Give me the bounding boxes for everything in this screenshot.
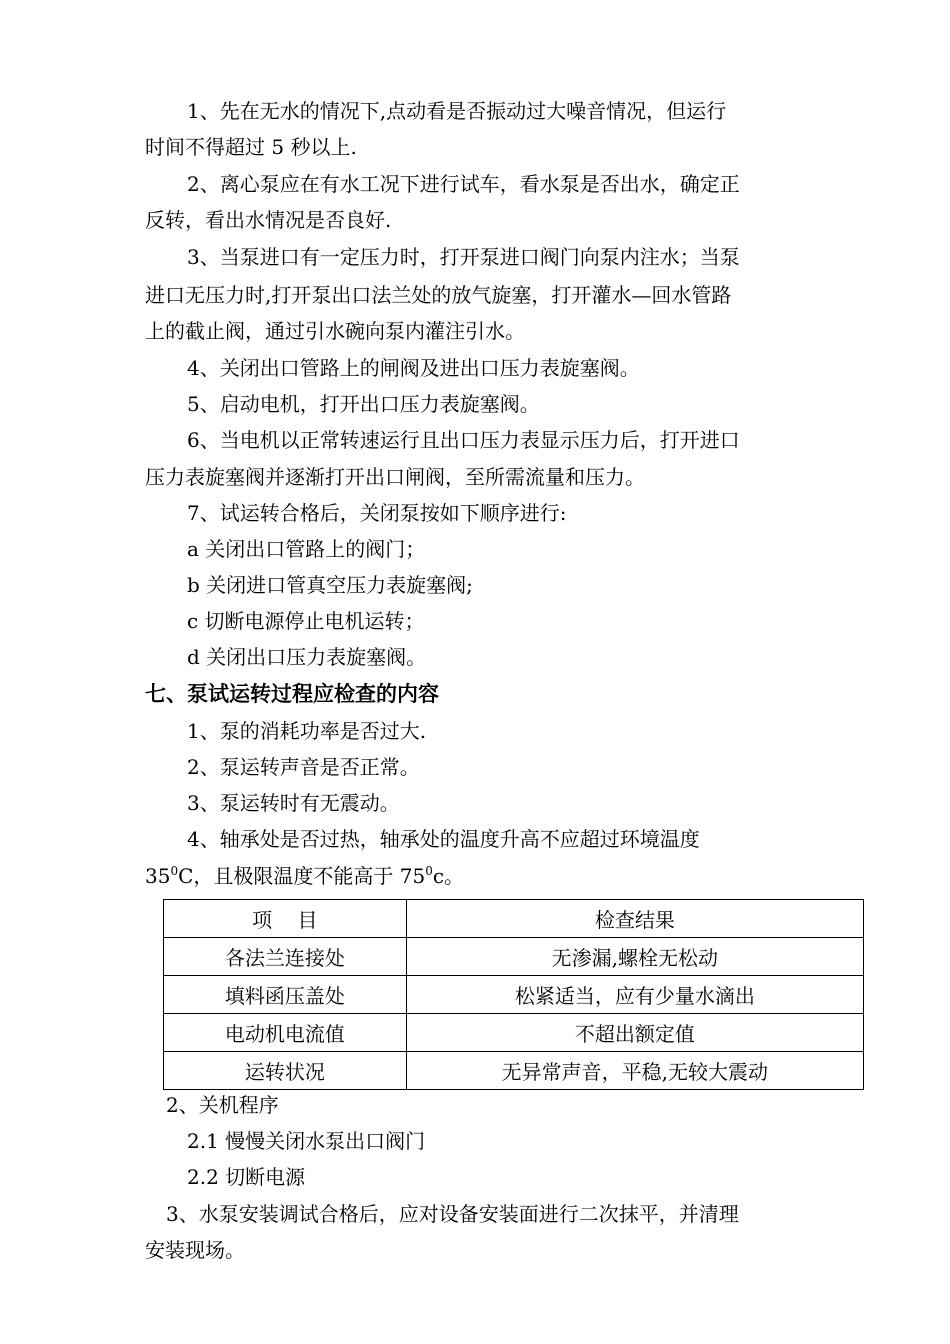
step-6-line-1: 6、当电机以正常转速运行且出口压力表显示压力后，打开进口 xyxy=(187,428,740,452)
step-7-line-1: 7、试运转合格后，关闭泵按如下顺序进行: xyxy=(187,501,567,525)
final-note-line-2: 安装现场。 xyxy=(145,1238,245,1262)
row-item: 电动机电流值 xyxy=(164,1014,407,1052)
step-3-line-1: 3、当泵进口有一定压力时，打开泵进口阀门向泵内注水；当泵 xyxy=(187,245,740,269)
final-note-line-1: 3、水泵安装调试合格后，应对设备安装面进行二次抹平，并清理 xyxy=(166,1202,739,1226)
row-item: 填料函压盖处 xyxy=(164,976,407,1014)
degree-sup-1: 0 xyxy=(170,864,179,878)
temperature-line xyxy=(145,861,464,891)
row-result: 无异常声音，平稳,无较大震动 xyxy=(406,1052,863,1090)
table-row xyxy=(164,1052,864,1090)
table-row xyxy=(164,1014,864,1052)
stop-step-c: c 切断电源停止电机运转； xyxy=(187,609,425,633)
header-result: 检查结果 xyxy=(406,900,863,938)
row-result: 无渗漏,螺栓无松动 xyxy=(406,938,863,976)
table-row xyxy=(164,938,864,976)
step-6-line-2: 压力表旋塞阀并逐渐打开出口闸阀，至所需流量和压力。 xyxy=(145,465,645,489)
header-item: 项 目 xyxy=(164,900,407,938)
step-5-line-1: 5、启动电机，打开出口压力表旋塞阀。 xyxy=(187,392,540,416)
shutdown-step-2: 2.2 切断电源 xyxy=(187,1165,306,1189)
temp-value-1: 35 xyxy=(145,864,171,888)
step-1-line-2: 时间不得超过 5 秒以上. xyxy=(145,135,357,159)
check-item-4: 4、轴承处是否过热，轴承处的温度升高不应超过环境温度 xyxy=(187,827,700,851)
step-3-line-2: 进口无压力时,打开泵出口法兰处的放气旋塞，打开灌水—回水管路 xyxy=(145,283,732,307)
stop-step-b: b 关闭进口管真空压力表旋塞阀; xyxy=(187,573,473,597)
row-item: 各法兰连接处 xyxy=(164,938,407,976)
step-2-line-2: 反转，看出水情况是否良好. xyxy=(145,208,392,232)
check-item-2: 2、泵运转声音是否正常。 xyxy=(187,755,420,779)
shutdown-title: 2、关机程序 xyxy=(166,1093,279,1117)
step-3-line-3: 上的截止阀，通过引水碗向泵内灌注引水。 xyxy=(145,319,525,343)
step-1-line-1: 1、先在无水的情况下,点动看是否振动过大噪音情况，但运行 xyxy=(187,99,727,123)
stop-step-d: d 关闭出口压力表旋塞阀。 xyxy=(187,645,427,669)
row-result: 松紧适当，应有少量水滴出 xyxy=(406,976,863,1014)
stop-step-a: a 关闭出口管路上的阀门； xyxy=(187,537,426,561)
inspection-table xyxy=(163,899,864,1090)
table-header-row xyxy=(164,900,864,938)
temp-unit-2: c。 xyxy=(432,864,465,888)
shutdown-step-1: 2.1 慢慢关闭水泵出口阀门 xyxy=(187,1129,426,1153)
check-item-3: 3、泵运转时有无震动。 xyxy=(187,791,400,815)
step-2-line-1: 2、离心泵应在有水工况下进行试车，看水泵是否出水，确定正 xyxy=(187,172,740,196)
row-item: 运转状况 xyxy=(164,1052,407,1090)
check-item-1: 1、泵的消耗功率是否过大. xyxy=(187,719,427,743)
table-row xyxy=(164,976,864,1014)
temp-text: C，且极限温度不能高于 75 xyxy=(178,864,426,888)
step-4-line-1: 4、关闭出口管路上的闸阀及进出口压力表旋塞阀。 xyxy=(187,356,640,380)
row-result: 不超出额定值 xyxy=(406,1014,863,1052)
section-7-heading: 七、泵试运转过程应检查的内容 xyxy=(145,682,439,706)
degree-sup-2: 0 xyxy=(425,864,433,878)
